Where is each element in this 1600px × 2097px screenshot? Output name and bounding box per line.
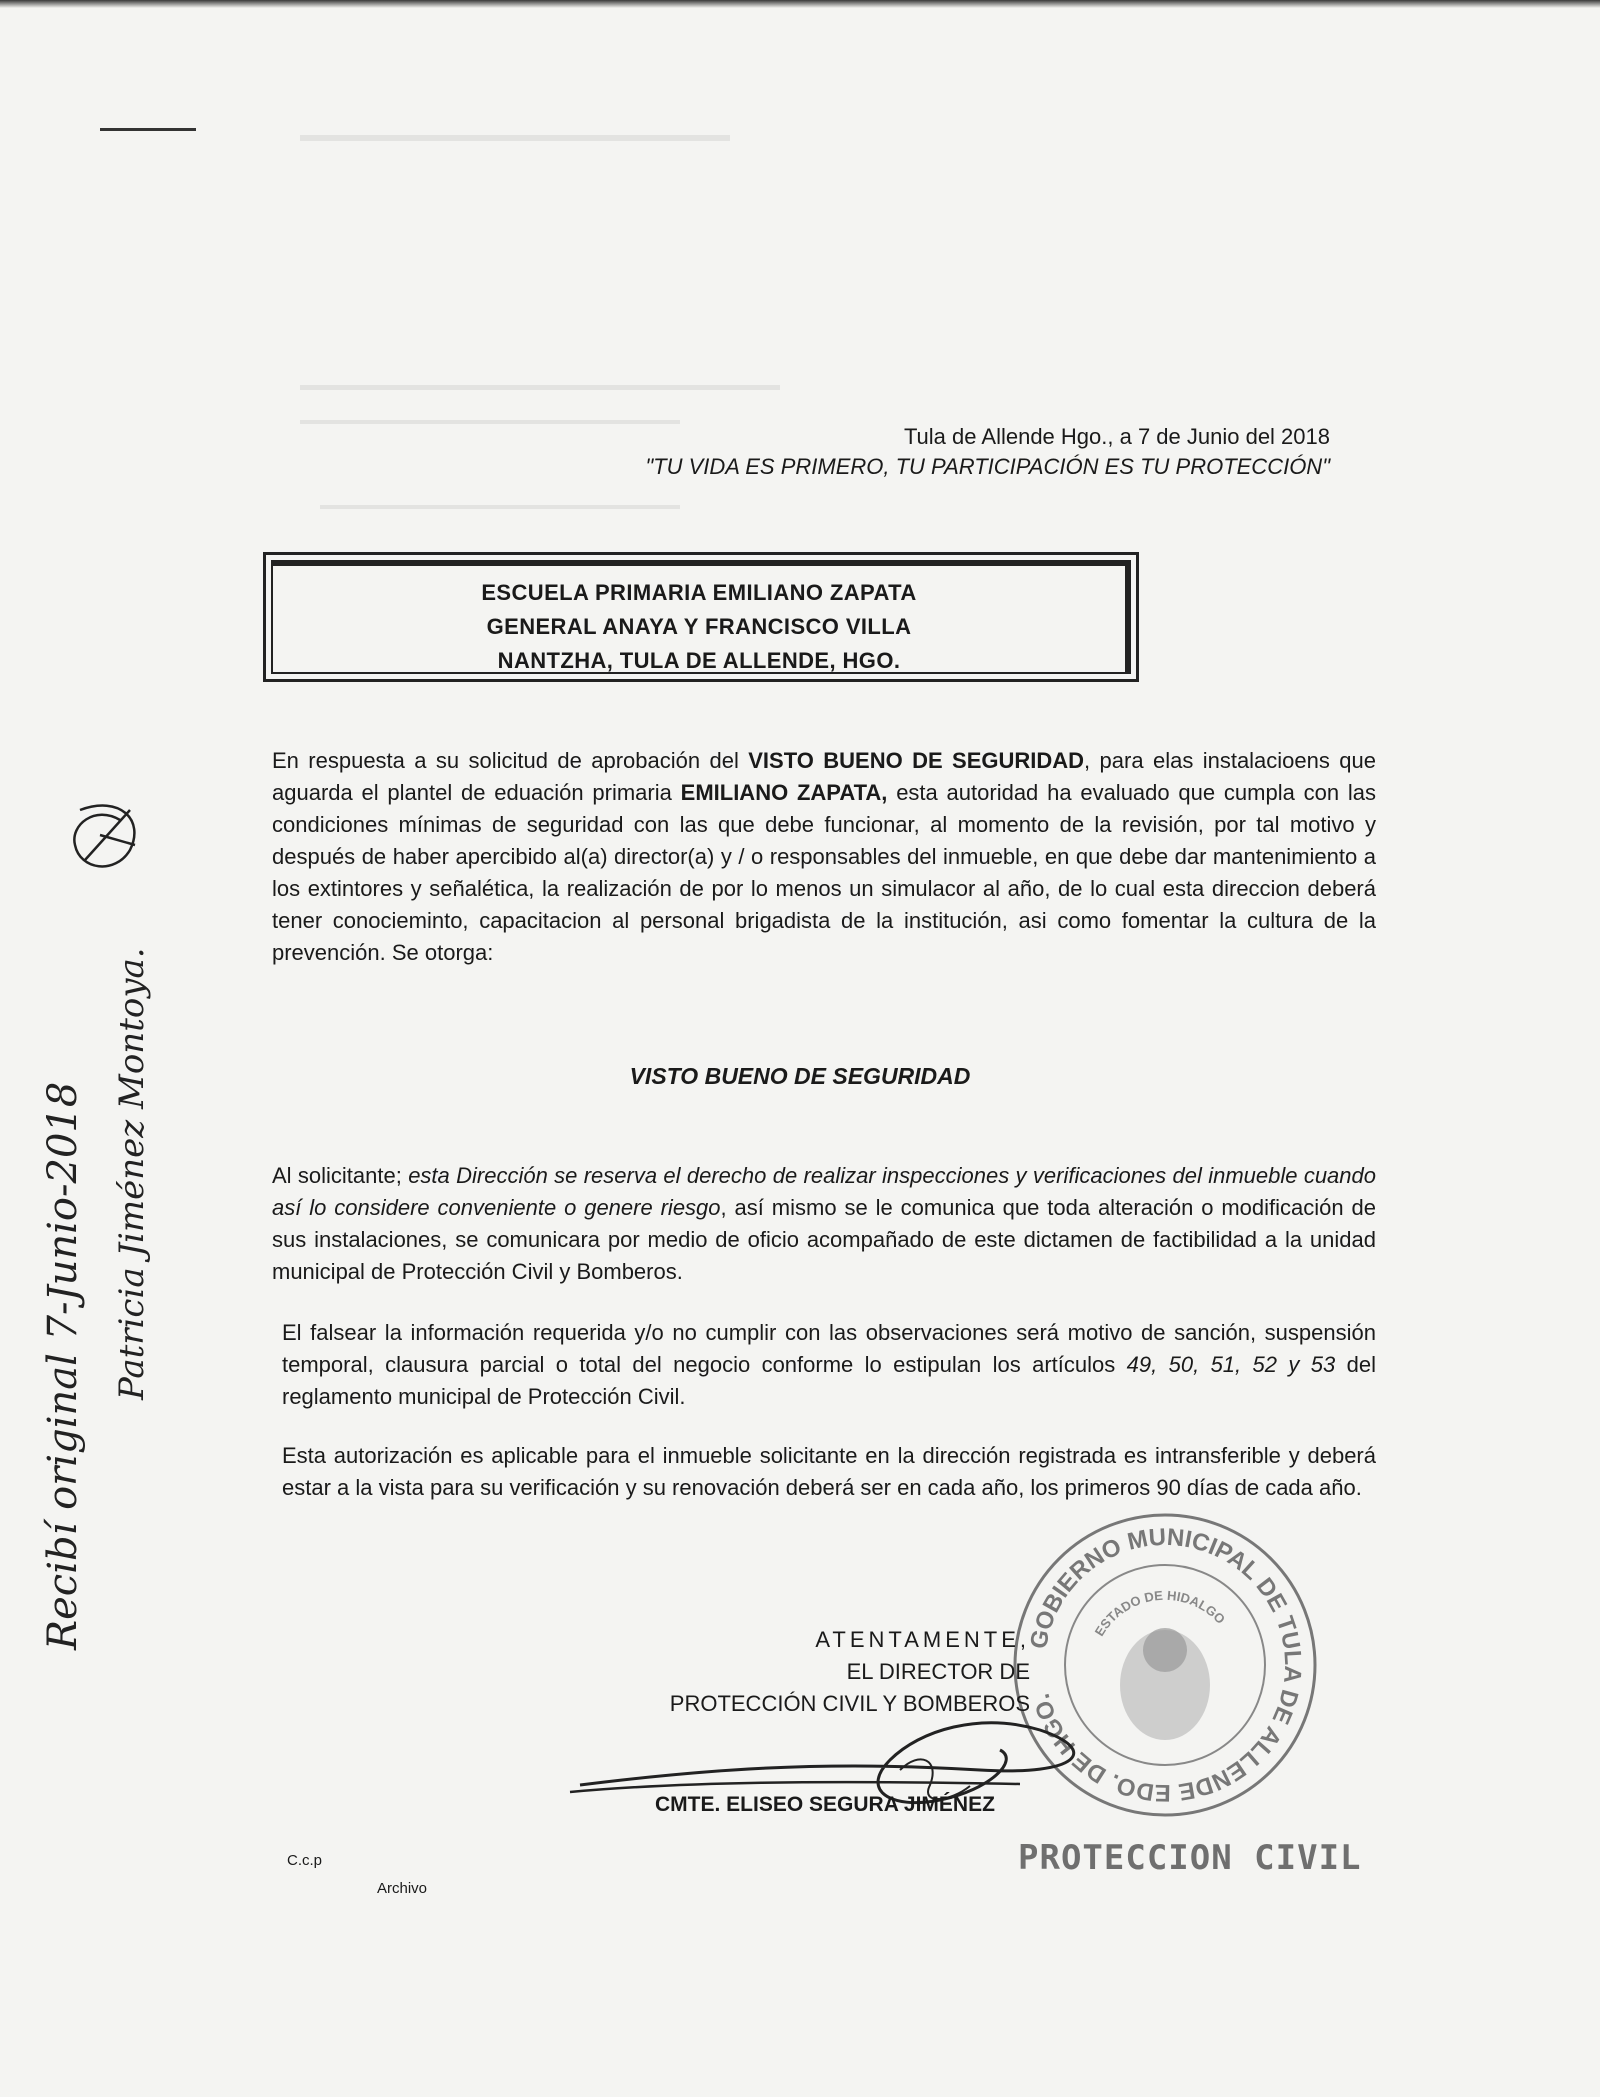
recipient-box-inner [271,560,1131,674]
p3-text-a: El falsear la información requerida y/o no cumplir con las observaciones será motivo de sanción, suspensión temporal, clausura parcial o total del negocio conforme lo estipulan los artículos [282,1320,1376,1377]
p1-text-a: En respuesta a su solicitud de aprobación del [272,748,749,773]
handwritten-receipt-note: Recibí original 7-Junio-2018 [40,1081,86,1650]
recipient-box [263,552,1139,682]
paragraph-request [272,745,1376,969]
handwritten-initial-scribble [60,790,150,880]
recipient-line-3: NANTZHA, TULA DE ALLENDE, HGO. [497,648,901,673]
seal-inner-text: ESTADO DE HIDALGO [1091,1587,1229,1639]
p1-bold-school: EMILIANO ZAPATA, [680,780,888,805]
p1-bold-visto-bueno: VISTO BUENO DE SEGURIDAD [748,748,1085,773]
p3-text-c: del reglamento municipal de Protección Civil. [282,1352,1376,1409]
paragraph-sanctions [282,1317,1376,1413]
bleed-through-mark [300,135,730,141]
protection-civil-stamp: PROTECCION CIVIL [1018,1838,1362,1878]
p2-italic: esta Dirección se reserva el derecho de realizar inspecciones y verificaciones del inmueble cuando así lo considere conveniente o genere riesgo [272,1163,1376,1220]
slogan: "TU VIDA ES PRIMERO, TU PARTICIPACIÓN ES TU PROTECCIÓN" [645,454,1330,479]
seal-emblem-head [1143,1628,1187,1672]
p2-text-a: Al solicitante; [272,1163,409,1188]
recipient-line-2: GENERAL ANAYA Y FRANCISCO VILLA [486,614,912,639]
signer-name: CMTE. ELISEO SEGURA JIMÉNEZ [655,1793,995,1816]
bleed-through-mark [300,420,680,424]
p1-text-e: esta autoridad ha evaluado que cumpla con las condiciones mínimas de seguridad con las que debe funcionar, al momento de la revisión, por tal motivo y después de haber apercibido al(a) director(a) y / o responsables del inmueble, en que debe dar mantenimiento a los extintores y señalética, la realización de por lo menos un simulacor al año, de lo cual esta direccion deberá tener conocieminto, capacitacion al personal brigadista de la institución, asi como fomentar la cultura de la prevención. Se otorga: [272,780,1376,965]
signer-role-2: PROTECCIÓN CIVIL Y BOMBEROS [669,1691,1030,1716]
handwritten-receiver-name: Patricia Jiménez Montoya. [112,947,152,1400]
p3-articles: 49, 50, 51, 52 y 53 [1126,1352,1336,1377]
recipient-line-1: ESCUELA PRIMARIA EMILIANO ZAPATA [481,580,917,605]
signer-role-1: EL DIRECTOR DE [846,1659,1030,1684]
bleed-through-mark [300,385,780,390]
seal-outer-text: GOBIERNO MUNICIPAL DE TULA DE ALLENDE EDO. DE HGO. [1025,1523,1307,1807]
place-date: Tula de Allende Hgo., a 7 de Junio del 2018 [903,424,1330,449]
closing: ATENTAMENTE, [815,1627,1030,1652]
letter-header [645,422,1330,482]
grant-title: VISTO BUENO DE SEGURIDAD [629,1063,971,1089]
p2-text-c: , así mismo se le comunica que toda alteración o modificación de sus instalaciones, se comunicara por medio de oficio acompañado de este dictamen de factibilidad a la unidad municipal de Protección Civil y Bomberos. [272,1195,1376,1284]
archivo-label: Archivo [377,1880,428,1897]
bleed-through-mark [320,505,680,509]
scan-top-edge [0,0,1600,8]
paragraph-applicant [272,1160,1376,1288]
ccp-label: C.c.p [287,1852,323,1869]
margin-mark [100,128,196,131]
paragraph-validity: Esta autorización es aplicable para el inmueble solicitante en la dirección registrada es intransferible y deberá estar a la vista para su verificación y su renovación deberá ser en cada año, los primeros 90 días de cada año. [282,1443,1376,1500]
p1-text-c: , para elas instalacioens que aguarda el plantel de eduación primaria [272,748,1376,805]
